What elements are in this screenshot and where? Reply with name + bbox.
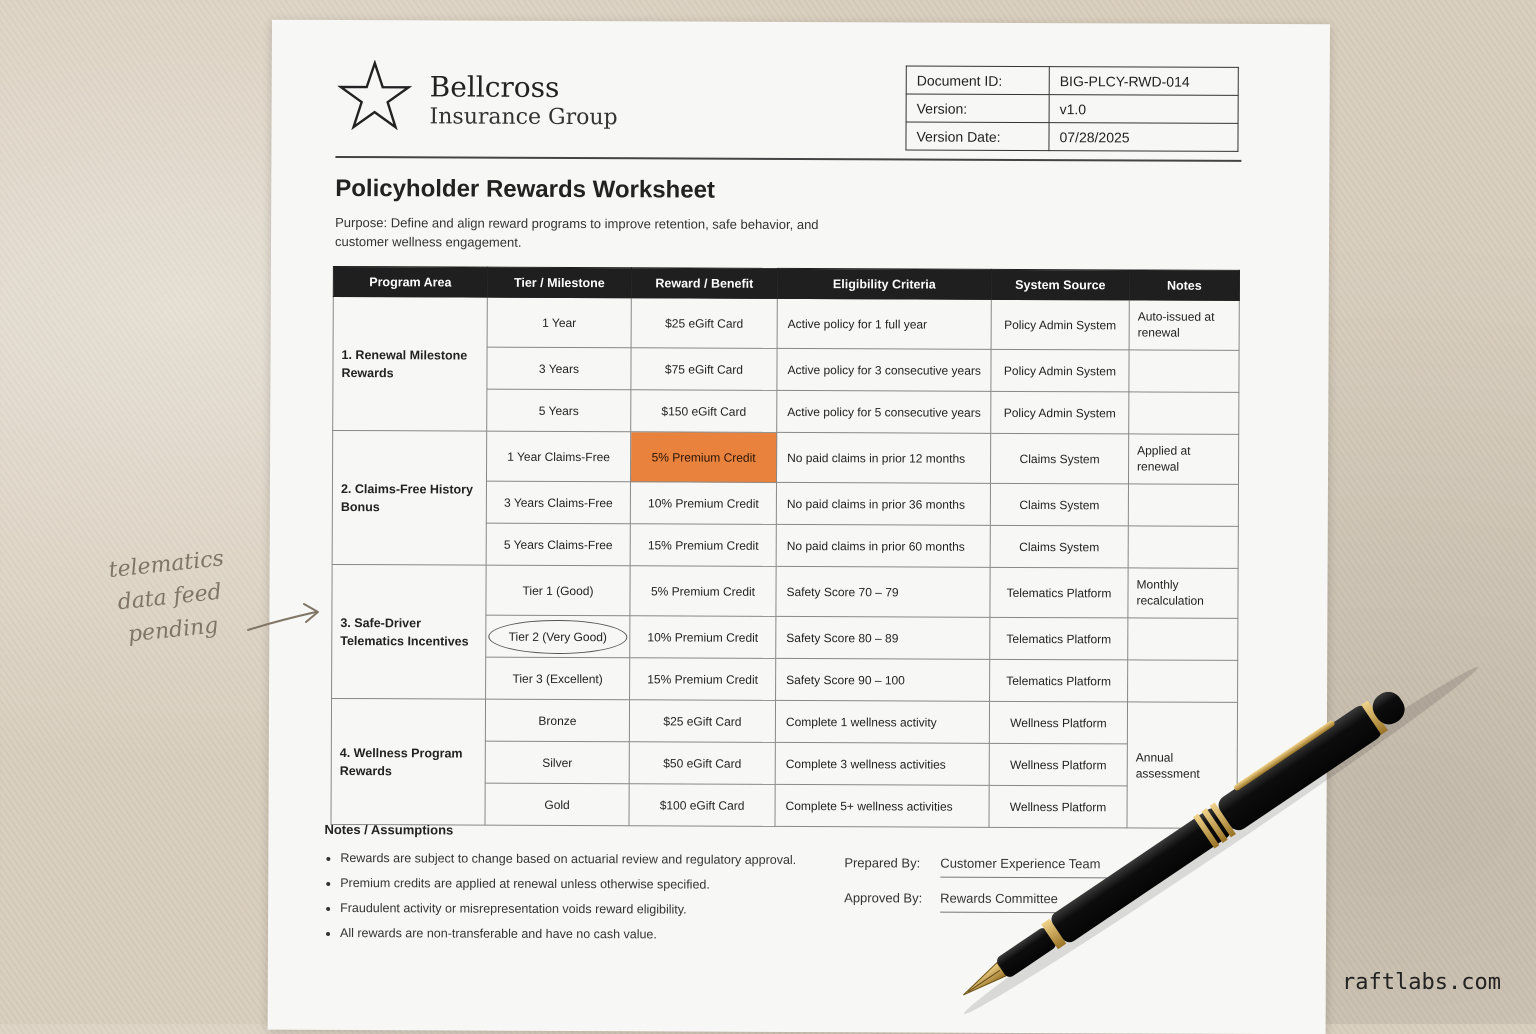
reward-cell: $50 eGift Card <box>629 742 775 785</box>
purpose-text: Purpose: Define and align reward programs to improve retention, safe behavior, and customer wellness engagement. <box>335 214 819 250</box>
prepared-by-label: Prepared By: <box>844 855 921 871</box>
tier-cell: 1 Year <box>487 297 631 348</box>
reward-cell-highlighted: 5% Premium Credit <box>630 432 776 483</box>
criteria-cell: Safety Score 90 – 100 <box>776 658 990 701</box>
notes-cell <box>1129 392 1239 434</box>
column-header: Program Area <box>333 266 487 297</box>
notes-cell <box>1128 484 1238 526</box>
tier-cell: Tier 1 (Good) <box>486 565 630 616</box>
reward-cell: $25 eGift Card <box>631 298 777 349</box>
reward-cell: $150 eGift Card <box>631 390 777 433</box>
system-cell: Wellness Platform <box>989 701 1127 744</box>
criteria-cell: Safety Score 70 – 79 <box>776 566 990 617</box>
header-divider <box>335 156 1241 162</box>
system-cell: Wellness Platform <box>989 743 1127 786</box>
system-cell: Claims System <box>990 433 1128 484</box>
handwritten-line: telematics <box>107 546 225 584</box>
program-area-cell: 3. Safe-Driver Telematics Incentives <box>332 564 487 699</box>
handwritten-annotation <box>107 542 232 653</box>
column-header: Reward / Benefit <box>631 268 777 299</box>
reward-cell: $75 eGift Card <box>631 348 777 391</box>
notes-cell <box>1129 350 1239 392</box>
hand-drawn-arrow-icon <box>240 590 330 640</box>
meta-label: Version: <box>906 94 1049 123</box>
column-header: Notes <box>1129 270 1239 300</box>
note-item: • Premium credits are applied at renewal unless otherwise specified. <box>340 871 796 898</box>
approved-by-value: Rewards Committee <box>940 891 1112 914</box>
tier-cell: 5 Years Claims-Free <box>486 523 630 566</box>
tier-cell: Tier 3 (Excellent) <box>486 657 630 700</box>
meta-label: Document ID: <box>906 66 1049 95</box>
meta-value: 07/28/2025 <box>1049 123 1238 152</box>
note-item: • All rewards are non-transferable and have no cash value. <box>340 921 796 948</box>
criteria-cell: No paid claims in prior 12 months <box>776 432 990 483</box>
column-header: Tier / Milestone <box>487 267 631 298</box>
reward-cell: 5% Premium Credit <box>630 566 776 617</box>
tier-cell: Silver <box>485 741 629 784</box>
system-cell: Claims System <box>990 483 1128 526</box>
reward-cell: $25 eGift Card <box>629 700 775 743</box>
notes-list <box>324 846 796 948</box>
program-area-cell: 1. Renewal Milestone Rewards <box>333 296 488 431</box>
criteria-cell: Complete 3 wellness activities <box>775 742 989 785</box>
handwritten-line: pending <box>126 613 220 648</box>
notes-cell <box>1128 618 1238 660</box>
notes-cell: Applied at renewal <box>1128 434 1238 484</box>
system-cell: Policy Admin System <box>991 391 1129 434</box>
criteria-cell: Safety Score 80 – 89 <box>776 616 990 659</box>
meta-value: v1.0 <box>1049 95 1238 124</box>
watermark: raftlabs.com <box>1342 970 1501 995</box>
meta-label: Version Date: <box>906 122 1049 151</box>
meta-value: BIG-PLCY-RWD-014 <box>1049 67 1238 96</box>
document-meta-table <box>905 65 1238 151</box>
meta-row-version <box>906 94 1238 123</box>
tier-cell-circled <box>486 615 630 658</box>
table-row <box>332 430 1238 484</box>
system-cell: Telematics Platform <box>990 617 1128 660</box>
company-subname: Insurance Group <box>429 104 618 131</box>
circled-tier-label: Tier 2 (Very Good) <box>508 629 607 644</box>
tier-cell: Gold <box>485 783 629 826</box>
tier-cell: 1 Year Claims-Free <box>486 431 630 482</box>
tier-cell: 5 Years <box>487 389 631 432</box>
star-logo-icon <box>338 60 412 130</box>
table-row <box>332 564 1238 618</box>
reward-cell: 10% Premium Credit <box>630 482 776 525</box>
tier-cell: Bronze <box>485 699 629 742</box>
handwritten-line: data feed <box>116 579 223 616</box>
fountain-pen <box>930 660 1490 1020</box>
column-header: System Source <box>991 269 1129 300</box>
meta-row-version-date <box>906 122 1238 151</box>
notes-title: Notes / Assumptions <box>324 821 454 838</box>
criteria-cell: No paid claims in prior 60 months <box>776 524 990 567</box>
page-title: Policyholder Rewards Worksheet <box>335 174 716 204</box>
reward-cell: $100 eGift Card <box>629 784 775 827</box>
table-row <box>333 296 1239 350</box>
notes-cell: Monthly recalculation <box>1128 568 1238 618</box>
program-area-cell: 4. Wellness Program Rewards <box>331 698 486 825</box>
tier-cell: 3 Years Claims-Free <box>486 481 630 524</box>
system-cell: Policy Admin System <box>991 349 1129 392</box>
criteria-cell: Complete 5+ wellness activities <box>775 784 989 827</box>
criteria-cell: Active policy for 5 consecutive years <box>777 390 991 433</box>
criteria-cell: Active policy for 3 consecutive years <box>777 348 991 391</box>
system-cell: Wellness Platform <box>989 785 1127 828</box>
table-header-row <box>333 266 1239 300</box>
criteria-cell: No paid claims in prior 36 months <box>776 482 990 525</box>
reward-cell: 10% Premium Credit <box>630 616 776 659</box>
company-name: Bellcross <box>429 70 560 104</box>
note-item: • Rewards are subject to change based on actuarial review and regulatory approval. <box>340 846 796 873</box>
system-cell: Telematics Platform <box>990 567 1128 618</box>
notes-cell: Annual assessment <box>1127 702 1238 828</box>
criteria-cell: Active policy for 1 full year <box>777 298 991 349</box>
criteria-cell: Complete 1 wellness activity <box>775 700 989 743</box>
reward-cell: 15% Premium Credit <box>630 524 776 567</box>
column-header: Eligibility Criteria <box>777 268 991 299</box>
tier-cell: 3 Years <box>487 347 631 390</box>
notes-cell: Auto-issued at renewal <box>1129 300 1239 350</box>
approved-by-label: Approved By: <box>844 890 923 906</box>
system-cell: Policy Admin System <box>991 299 1129 350</box>
reward-cell: 15% Premium Credit <box>630 658 776 701</box>
meta-row-document-id <box>906 66 1238 95</box>
prepared-by-value: Customer Experience Team <box>940 856 1112 879</box>
system-cell: Claims System <box>990 525 1128 568</box>
program-area-cell: 2. Claims-Free History Bonus <box>332 430 487 565</box>
note-item: • Fraudulent activity or misrepresentation voids reward eligibility. <box>340 896 796 923</box>
notes-cell <box>1128 526 1238 568</box>
system-cell: Telematics Platform <box>990 659 1128 702</box>
